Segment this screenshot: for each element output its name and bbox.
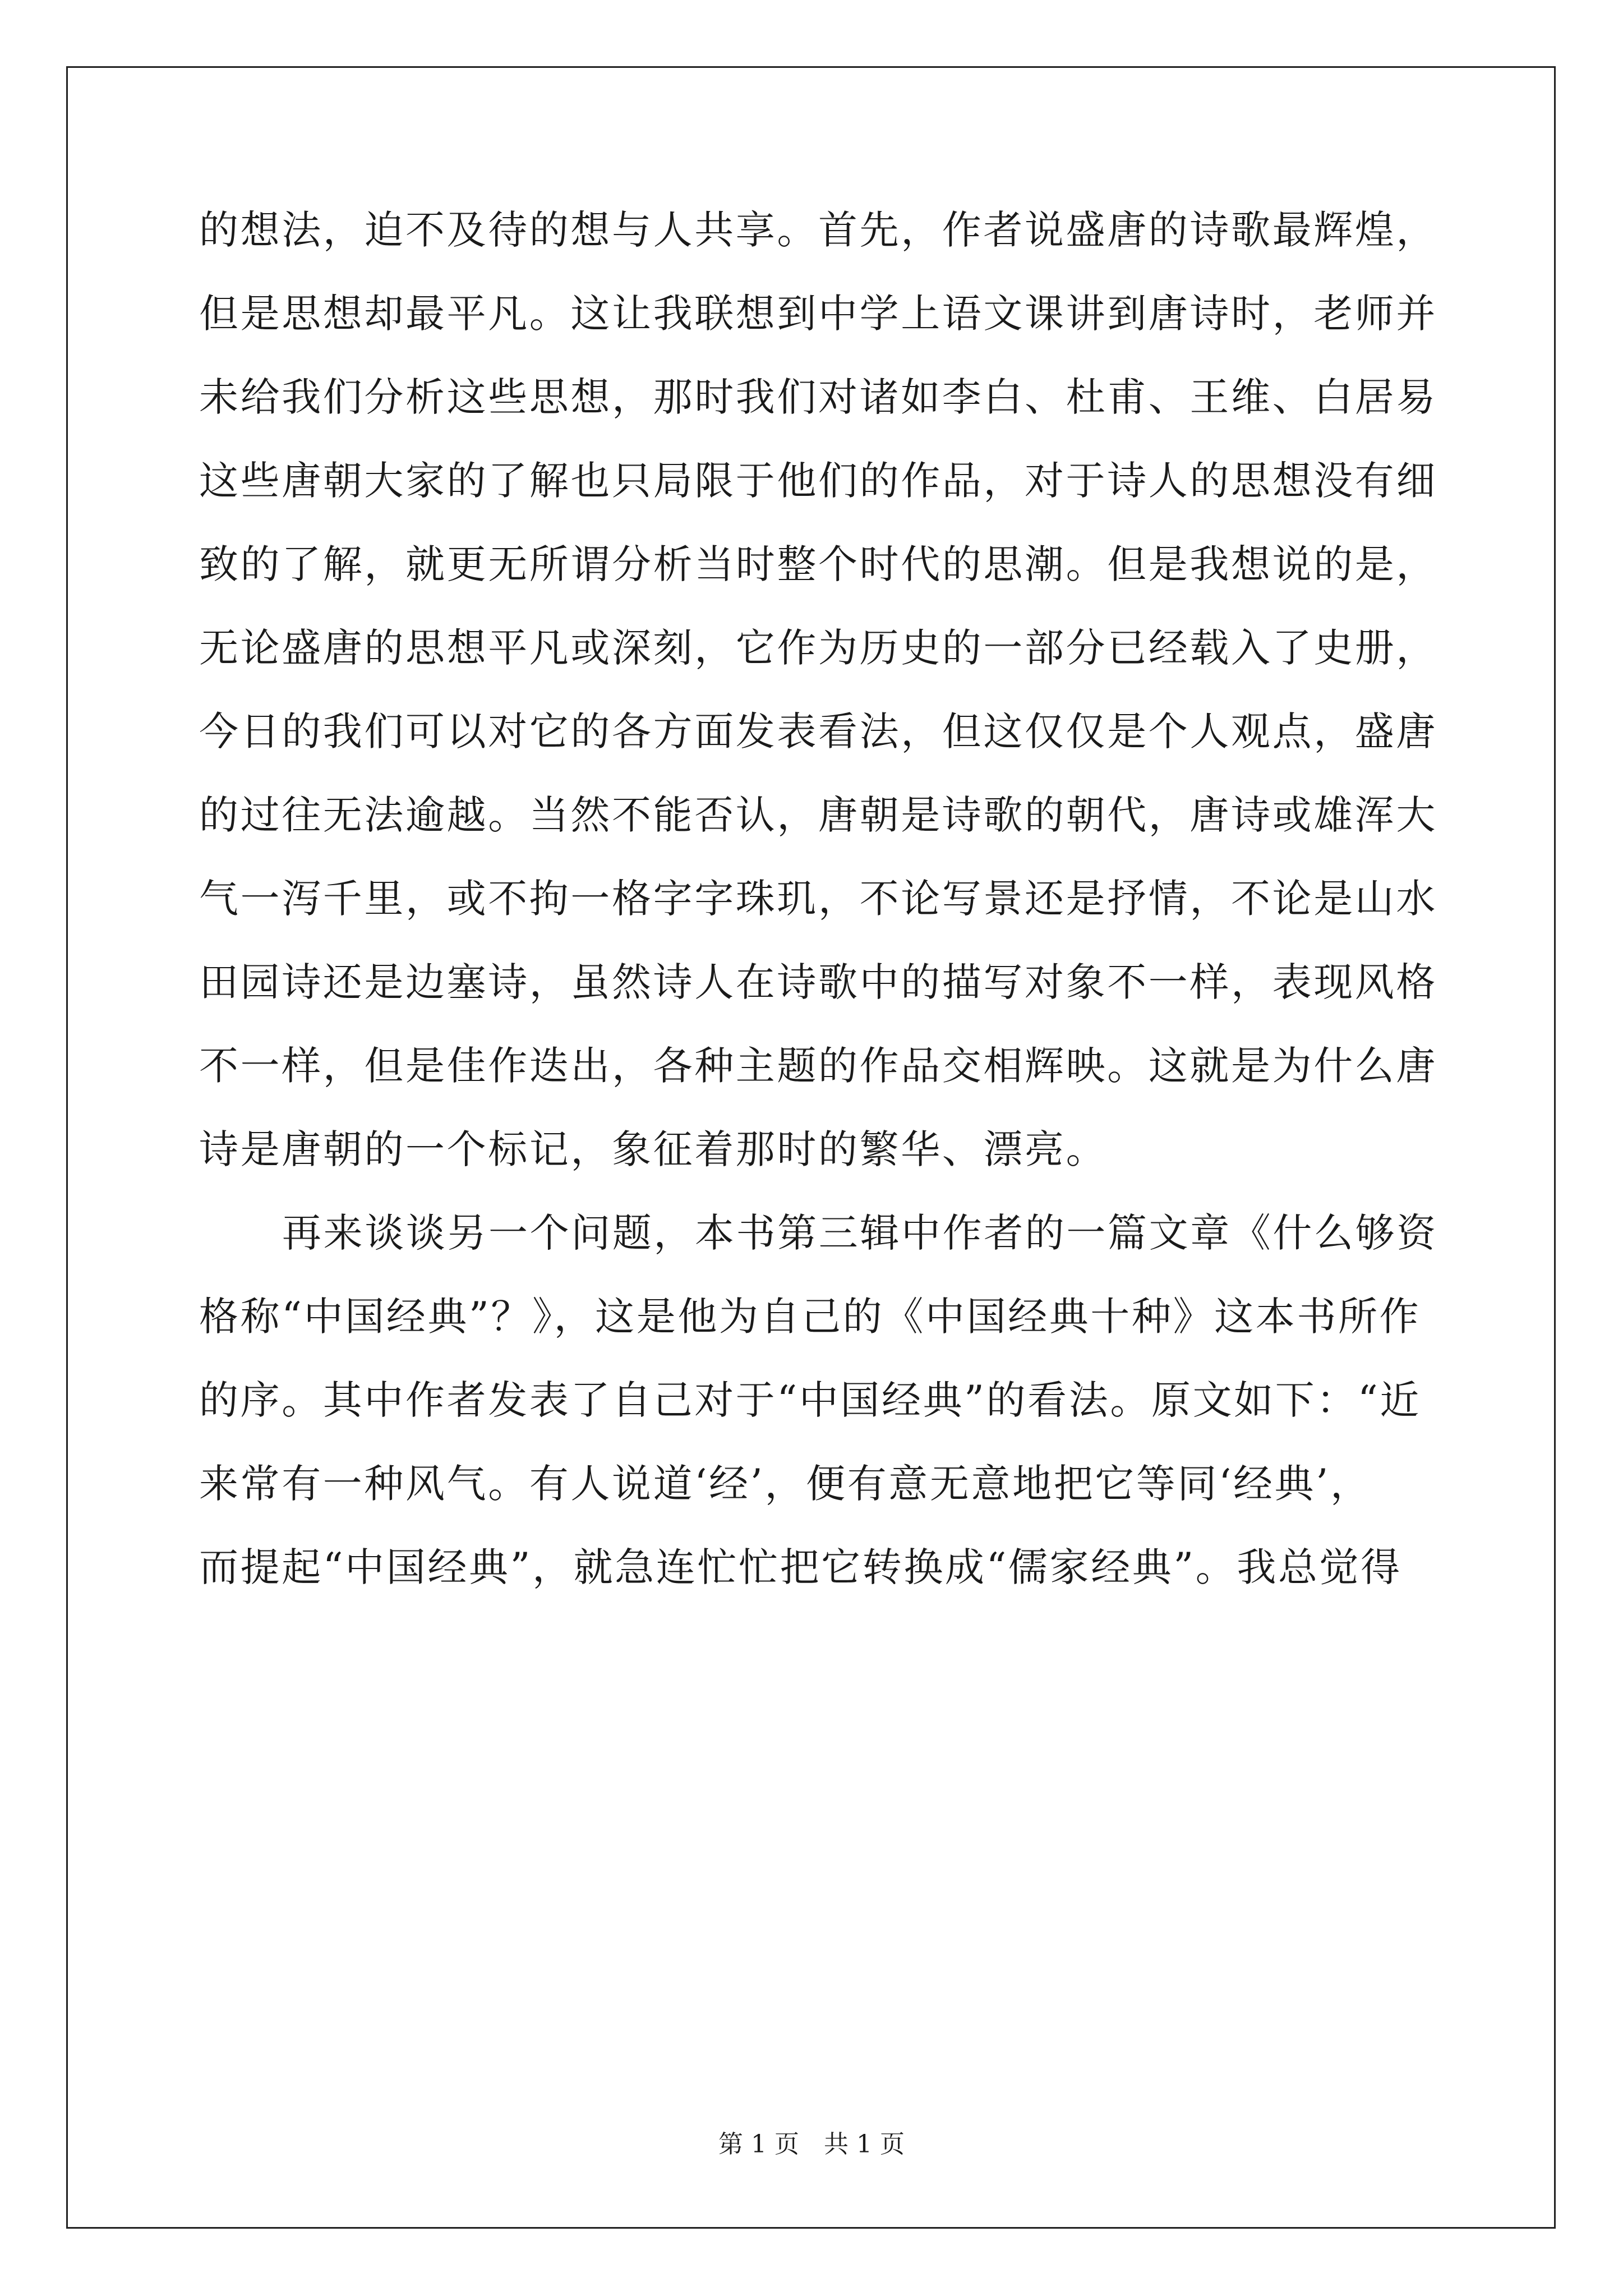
text-line: 田园诗还是边塞诗，虽然诗人在诗歌中的描写对象不一样，表现风格 xyxy=(199,959,1437,1005)
text-line: 诗是唐朝的一个标记，象征着那时的繁华、漂亮。 xyxy=(199,1126,1108,1172)
text-line: 的过往无法逾越。当然不能否认，唐朝是诗歌的朝代，唐诗或雄浑大 xyxy=(199,792,1437,838)
text-line: 未给我们分析这些思想，那时我们对诸如李白、杜甫、王维、白居易 xyxy=(199,374,1437,420)
text-line: 而提起“中国经典”，就急连忙忙把它转换成“儒家经典”。我总觉得 xyxy=(199,1544,1402,1590)
paragraph-start-line: 再来谈谈另一个问题，本书第三辑中作者的一篇文章《什么够资 xyxy=(282,1210,1438,1256)
text-line: 无论盛唐的思想平凡或深刻，它作为历史的一部分已经载入了史册， xyxy=(199,625,1437,671)
text-line: 来常有一种风气。有人说道‘经’，便有意无意地把它等同‘经典’， xyxy=(199,1461,1372,1507)
text-line: 的序。其中作者发表了自己对于“中国经典”的看法。原文如下：“近 xyxy=(199,1377,1421,1423)
text-line: 气一泻千里，或不拘一格字字珠玑，不论写景还是抒情，不论是山水 xyxy=(199,876,1437,922)
text-line: 今日的我们可以对它的各方面发表看法，但这仅仅是个人观点，盛唐 xyxy=(199,708,1437,754)
text-line: 这些唐朝大家的了解也只局限于他们的作品，对于诗人的思想没有细 xyxy=(199,458,1437,504)
text-line: 但是思想却最平凡。这让我联想到中学上语文课讲到唐诗时，老师并 xyxy=(199,291,1437,337)
text-line: 的想法，迫不及待的想与人共享。首先，作者说盛唐的诗歌最辉煌， xyxy=(199,207,1437,253)
text-line: 不一样，但是佳作迭出，各种主题的作品交相辉映。这就是为什么唐 xyxy=(199,1043,1437,1089)
page-number-footer: 第 1 页 共 1 页 xyxy=(718,2130,905,2159)
text-line: 格称“中国经典”？》，这是他为自己的《中国经典十种》这本书所作 xyxy=(199,1294,1421,1340)
text-line: 致的了解，就更无所谓分析当时整个时代的思潮。但是我想说的是， xyxy=(199,541,1437,587)
document-body xyxy=(199,188,1438,1609)
